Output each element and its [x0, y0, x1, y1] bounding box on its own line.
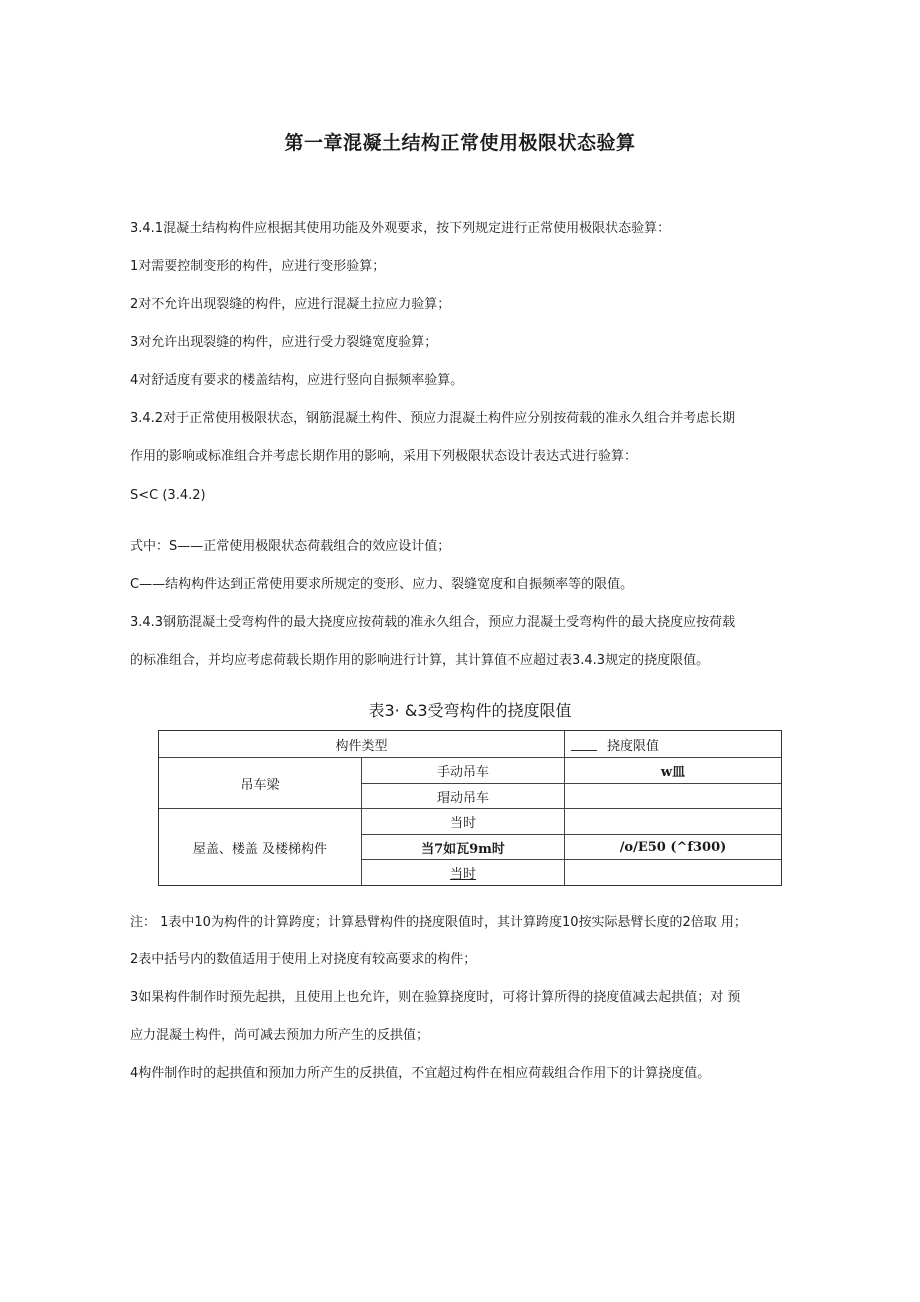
deflection-limit-table: [158, 730, 782, 886]
clause-3-4-3-line2: 的标准组合，并均应考虑荷载长期作用的影响进行计算，其计算值不应超过表3.4.3规定的挠度限值。: [130, 653, 710, 668]
span-case-3: 当时: [449, 867, 476, 882]
clause-3-4-1: 3.4.1混凝土结构构件应根据其使用功能及外观要求，按下列规定进行正常使用极限状态验算：: [130, 221, 671, 236]
formula-3-4-2: S<C (3.4.2): [130, 488, 206, 503]
item-2: 2对不允许出现裂缝的构件，应进行混凝土拉应力验算；: [130, 297, 451, 312]
item-3: 3对允许出现裂缝的构件，应进行受力裂缝宽度验算；: [130, 335, 438, 350]
manual-crane-label: 手动吊车: [436, 765, 489, 780]
header-deflection-limit: [565, 731, 781, 757]
chapter-title: 第一章混凝土结构正常使用极限状态验算: [284, 132, 636, 154]
clause-3-4-2-line2: 作用的影响或标准组合并考虑长期作用的影响，采用下列极限状态设计表达式进行验算：: [130, 449, 638, 464]
item-1: 1对需要控制变形的构件，应进行变形验算；: [130, 259, 386, 274]
electric-crane-label: 瑁动吊车: [436, 790, 489, 806]
header-member-type: 构件类型: [335, 738, 388, 754]
span-case-2-limit: /o/E50 (^f300): [619, 839, 727, 855]
definition-c: C——结构构件达到正常使用要求所规定的变形、应力、裂缝宽度和自振频率等的限值。: [130, 577, 634, 592]
clause-3-4-2-line1: 3.4.2对于正常使用极限状态，钢筋混凝土构件、预应力混凝土构件应分别按荷载的准永久组合并考虑长期: [130, 411, 736, 426]
span-case-2: 当7如瓦9m时: [421, 841, 505, 857]
clause-3-4-3-line1: 3.4.3钢筋混凝土受弯构件的最大挠度应按荷载的准永久组合，预应力混凝土受弯构件的最大挠度应按荷载: [130, 615, 736, 630]
definition-s: 式中：S——正常使用极限状态荷载组合的效应设计值；: [130, 539, 451, 554]
note-3-line1: 3如果构件制作时预先起拱，且使用上也允许，则在验算挠度时，可将计算所得的挠度值减去起拱值；对 预: [130, 990, 741, 1005]
note-2: 2表中括号内的数值适用于使用上对挠度有较高要求的构件；: [130, 952, 477, 967]
header-limit-label: 挠度限值: [607, 738, 660, 754]
roof-floor-stair-label: 屋盖、楼盖 及楼梯构件: [192, 841, 328, 857]
crane-beam-label: 吊车梁: [240, 777, 280, 793]
manual-crane-limit: w皿: [660, 765, 686, 780]
item-4: 4对舒适度有要求的楼盖结构，应进行竖向自振频率验算。: [130, 373, 464, 388]
note-4: 4构件制作时的起拱值和预加力所产生的反拱值，不宜超过构件在相应荷载组合作用下的计算挠度值。: [130, 1066, 711, 1081]
note-1: 注： 1表中10为构件的计算跨度；计算悬臂构件的挠度限值时，其计算跨度10按实际悬臂长度的2倍取 用；: [130, 915, 747, 930]
header-limit-blank: ____: [571, 736, 597, 752]
note-3-line2: 应力混凝土构件，尚可减去预加力所产生的反拱值；: [130, 1028, 430, 1043]
table-caption: 表3· &3受弯构件的挠度限值: [368, 701, 572, 720]
span-case-1: 当时: [449, 816, 476, 831]
